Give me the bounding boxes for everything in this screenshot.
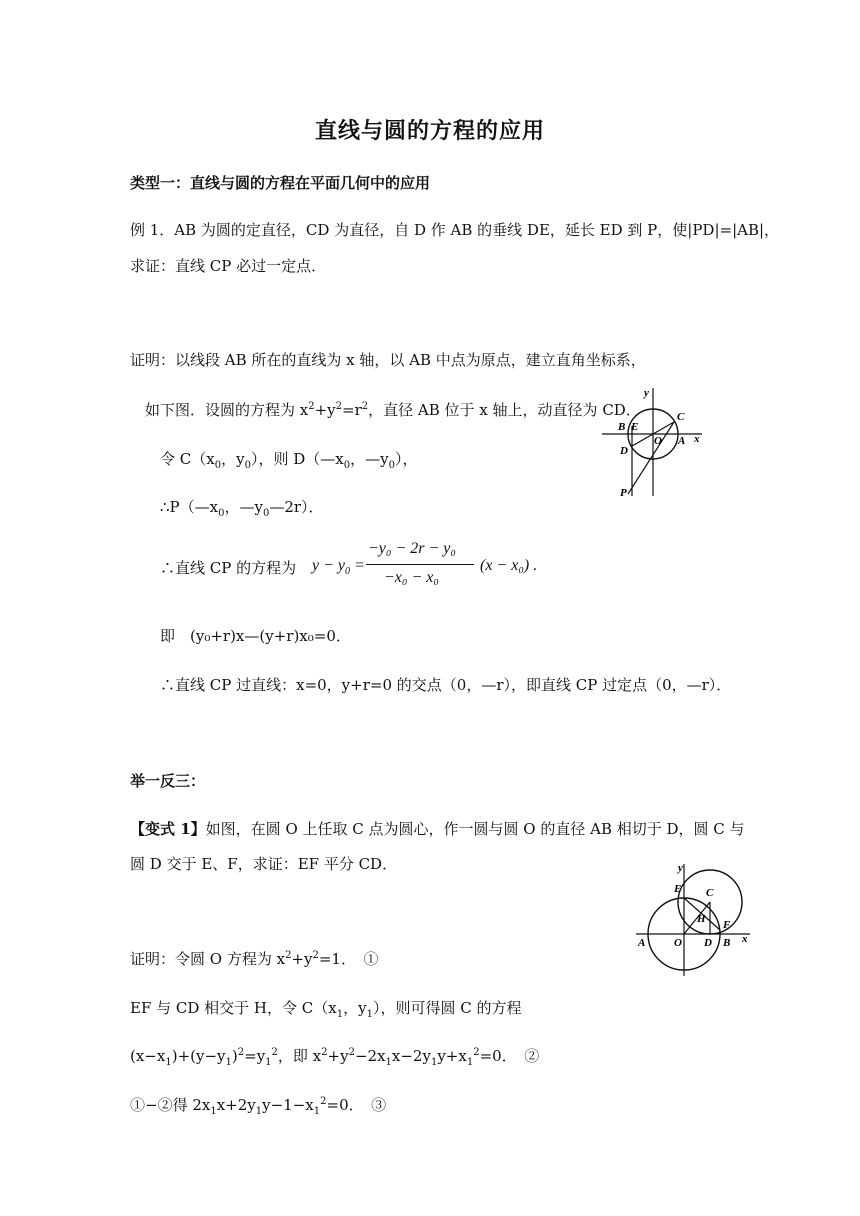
equation-numerator: −y₀ − 2r − y₀: [368, 540, 456, 557]
equation-lhs: $y - y_0$ =: [312, 557, 365, 578]
label-x: x: [694, 433, 700, 445]
label-y: y: [644, 387, 649, 399]
proof2-line3: $(x-x_1)+(y-y_1)^2=y_1^2$，即 $x^2+y^2-2x_1x-2y_1y+x_1^2=0$． ②: [130, 1047, 540, 1068]
label-h: H: [697, 913, 706, 925]
section-heading-type1: 类型一：直线与圆的方程在平面几何中的应用: [130, 174, 431, 192]
proof1-line1: 证明：以线段 AB 所在的直线为 x 轴，以 AB 中点为原点，建立直角坐标系，: [130, 351, 646, 369]
example1-line2: 求证：直线 CP 必过一定点．: [130, 257, 327, 275]
fraction-bar: [366, 564, 474, 565]
label-c: C: [677, 411, 685, 423]
equation-denominator: −x₀ − x₀: [384, 569, 439, 586]
equation-fraction: [366, 540, 476, 590]
example1-line1: 例 1．AB 为圆的定直径，CD 为直径，自 D 作 AB 的垂线 DE，延长 ED 到 P，使|PD|=|AB|，: [130, 221, 780, 239]
label-o: O: [654, 435, 662, 447]
proof1-line4: $\therefore P(—x_0$，$—y_0—2r$）．: [160, 498, 324, 519]
label-x: x: [742, 933, 748, 945]
label-e: E: [631, 421, 639, 433]
variant1-line2: 圆 D 交于 E、F，求证：EF 平分 CD．: [130, 855, 398, 873]
label-d: D: [704, 937, 712, 949]
label-p: P: [620, 487, 627, 499]
page-title: 直线与圆的方程的应用: [314, 119, 545, 144]
proof1-line2: 如下图．设圆的方程为 $x^2+y^2=r^2$，直径 AB 位于 x 轴上，动直径为 CD．: [145, 401, 641, 419]
equation-rhs: (x − x₀) .: [480, 557, 538, 574]
label-c: C: [706, 887, 714, 899]
proof1-line5-label: ∴直线 CP 的方程为: [160, 559, 297, 577]
label-o: O: [674, 937, 682, 949]
proof1-line6: 即 (y₀+r)x—(y+r)x₀=0．: [160, 627, 351, 645]
label-e: E: [674, 883, 682, 895]
label-b: B: [723, 937, 731, 949]
section-heading-variants: 举一反三：: [130, 772, 206, 790]
label-f: F: [723, 919, 731, 931]
proof1-line3: 令 $C(x_0$，$y_0$），则 $D(—x_0$，$—y_0$），: [160, 450, 418, 471]
label-a: A: [638, 937, 646, 949]
proof1-line7: ∴直线 CP 过直线：x=0，y+r=0 的交点（0，—r），即直线 CP 过定点（0，—r）．: [160, 676, 732, 694]
label-y: y: [678, 862, 683, 874]
label-a: A: [678, 435, 686, 447]
proof2-line4: ①−②得 $2x_1x+2y_1y-1-x_1^2=0$． ③: [130, 1096, 387, 1117]
figure-circle-ef: [634, 860, 754, 978]
label-d: D: [620, 445, 628, 457]
proof2-line1: 证明：令圆 O 方程为 $x^2+y^2=1$． ①: [130, 950, 379, 968]
proof2-line2: EF 与 CD 相交于 H，令 $C(x_1$，$y_1$），则可得圆 C 的方程: [130, 999, 522, 1020]
variant1-line1: 【变式 1】如图，在圆 O 上任取 C 点为圆心，作一圆与圆 O 的直径 AB 相切于 D，圆 C 与: [130, 820, 745, 838]
figure-circle-cp: [598, 384, 708, 500]
label-b: B: [618, 421, 626, 433]
